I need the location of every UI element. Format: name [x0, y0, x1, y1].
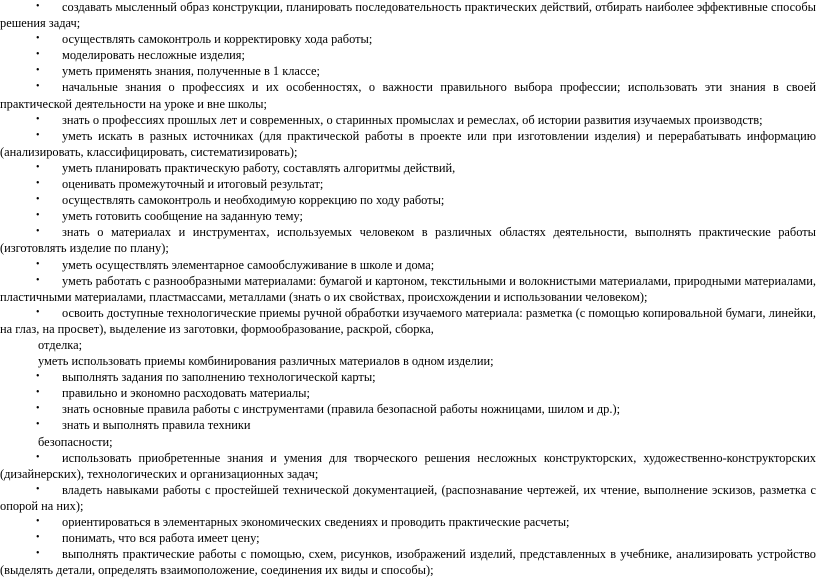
bullet-item: • правильно и экономно расходовать материалы; [0, 385, 816, 401]
bullet-item: • уметь работать с разнообразными материалами: бумагой и картоном, текстильными и волокнистыми материалами, природными материалами, пластичными материалами, пластмассами, металлами (знать о их свойствах, происхождении и использовании человеком); [0, 273, 816, 305]
bullet-item: • знать о материалах и инструментах, используемых человеком в различных областях деятельности, выполнять практические работы (изготовлять изделие по плану); [0, 224, 816, 256]
bullet-item: • уметь искать в разных источниках (для практической работы в проекте или при изготовлении изделия) и перерабатывать информацию (анализировать, классифицировать, систематизировать); [0, 128, 816, 160]
bullet-item: • начальные знания о профессиях и их особенностях, о важности правильного выбора профессии; использовать эти знания в своей практической деятельности на уроке и вне школы; [0, 79, 816, 111]
bullet-item: • знать и выполнять правила техники [0, 417, 816, 433]
bullet-item: • знать о профессиях прошлых лет и современных, о старинных промыслах и ремеслах, об истории развития изучаемых производств; [0, 112, 816, 128]
bullet-item: • создавать мысленный образ конструкции, планировать последовательность практических действий, отбирать наиболее эффективные способы решения задач; [0, 0, 816, 31]
text-line: уметь использовать приемы комбинирования различных материалов в одном изделии; [38, 354, 494, 369]
bullet-item: • оценивать промежуточный и итоговый результат; [0, 176, 816, 192]
bullet-item: • осуществлять самоконтроль и корректировку хода работы; [0, 31, 816, 47]
bullet-item: • выполнять задания по заполнению технологической карты; [0, 369, 816, 385]
bullet-item: • выполнять практические работы с помощью, схем, рисунков, изображений изделий, представленных в учебнике, анализировать устройство (выделять детали, определять взаимоположение, соединения их виды и способы); [0, 546, 816, 578]
text-line: отделка; [38, 337, 83, 352]
text-line: безопасности; [38, 434, 113, 449]
bullet-item: • моделировать несложные изделия; [0, 47, 816, 63]
bullet-item: • знать основные правила работы с инструментами (правила безопасной работы ножницами, шилом и др.); [0, 401, 816, 417]
bullet-item: • уметь применять знания, полученные в 1 классе; [0, 63, 816, 79]
bullet-item: • уметь осуществлять элементарное самообслуживание в школе и дома; [0, 257, 816, 273]
bullet-item: • уметь планировать практическую работу, составлять алгоритмы действий, [0, 160, 816, 176]
bullet-item: • владеть навыками работы с простейшей технической документацией, (распознавание чертежей, их чтение, выполнение эскизов, разметка с опорой на них); [0, 482, 816, 514]
bullet-item: • уметь готовить сообщение на заданную тему; [0, 208, 816, 224]
bullet-item: • использовать приобретенные знания и умения для творческого решения несложных конструкторских, художественно-конструкторских (дизайнерских), технологических и организационных задач; [0, 450, 816, 482]
bullet-item: • освоить доступные технологические приемы ручной обработки изучаемого материала: разметка (с помощью копировальной бумаги, линейки, на глаз, на просвет), выделение из заготовки, формообразование, раскрой, сборка, [0, 305, 816, 337]
bullet-item: • ориентироваться в элементарных экономических сведениях и проводить практические расчеты; [0, 514, 816, 530]
bullet-item: • понимать, что вся работа имеет цену; [0, 530, 816, 546]
bullet-item: • осуществлять самоконтроль и необходимую коррекцию по ходу работы; [0, 192, 816, 208]
